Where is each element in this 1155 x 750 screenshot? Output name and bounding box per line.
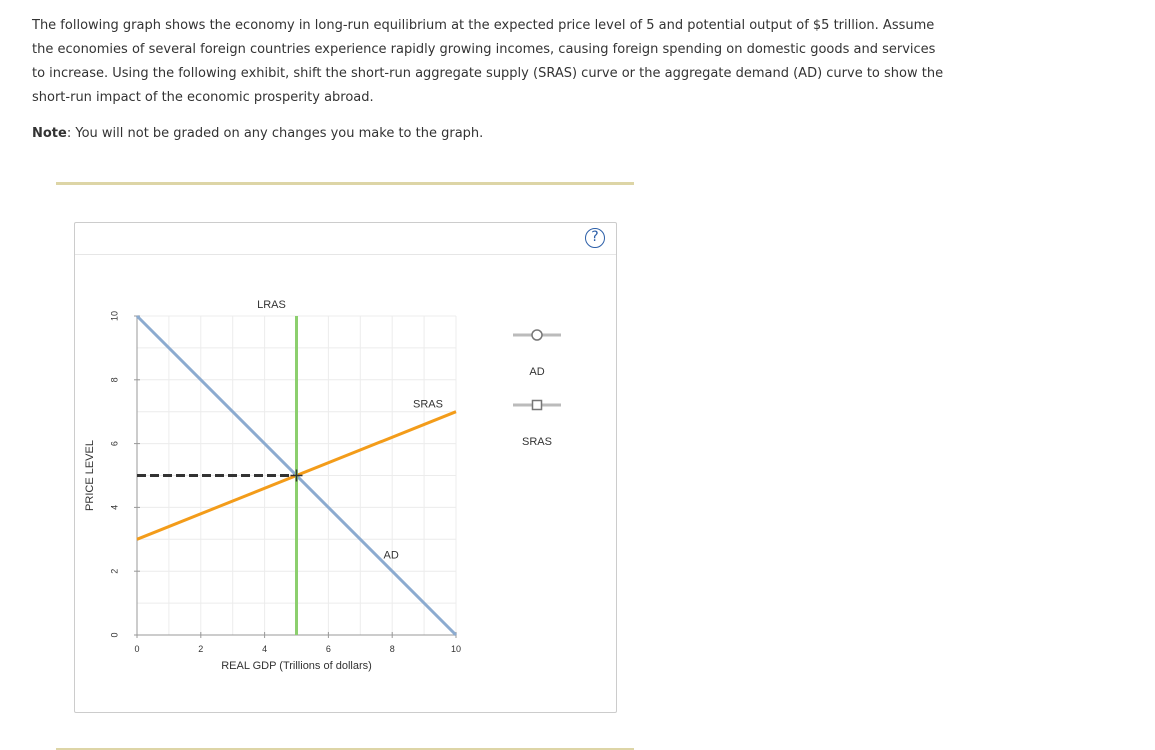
x-tick-label: 4 [262,644,268,654]
x-tick-label: 10 [450,644,462,654]
note-label: Note [32,126,67,141]
note-text: : You will not be graded on any changes you make to the graph. [66,126,484,141]
ad-curve-label: AD [383,549,399,562]
x-tick-label: 6 [325,644,331,654]
divider-top [56,182,634,185]
x-tick-label: 0 [134,644,140,654]
question-text [32,14,952,110]
y-tick-label: 8 [109,377,120,383]
legend-sras-label: SRAS [522,436,552,448]
y-tick-label: 6 [109,441,120,447]
x-axis-title: REAL GDP (Trillions of dollars) [221,660,372,672]
y-tick-label: 0 [109,632,120,638]
legend-ad-circle-icon[interactable] [532,330,542,340]
sras-curve-label: SRAS [413,398,443,411]
question-circle-icon[interactable]: ? [585,228,605,248]
legend-sras-square-icon[interactable] [533,401,542,410]
legend-ad-label: AD [529,366,545,378]
x-tick-label: 8 [389,644,395,654]
y-axis-title: PRICE LEVEL [84,440,96,511]
y-tick-label: 10 [109,310,120,322]
lras-curve-label: LRAS [257,299,286,311]
chart[interactable] [75,223,616,712]
question-paragraph: The following graph shows the economy in long-run equilibrium at the expected price level of 5 and potential output of $5 trillion. Assume the economies of several foreign countries experience rapidly growing incomes, causing foreign spending on domestic goods and services to increase. Using the following exhibit, shift the short-run aggregate supply (SRAS) curve or the aggregate demand (AD) curve to show the short-run impact of the economic prosperity abroad. [32,18,944,105]
y-tick-label: 2 [109,568,120,574]
x-tick-label: 2 [198,644,204,654]
graph-panel [74,222,617,713]
note [32,122,483,146]
y-tick-label: 4 [109,504,120,510]
